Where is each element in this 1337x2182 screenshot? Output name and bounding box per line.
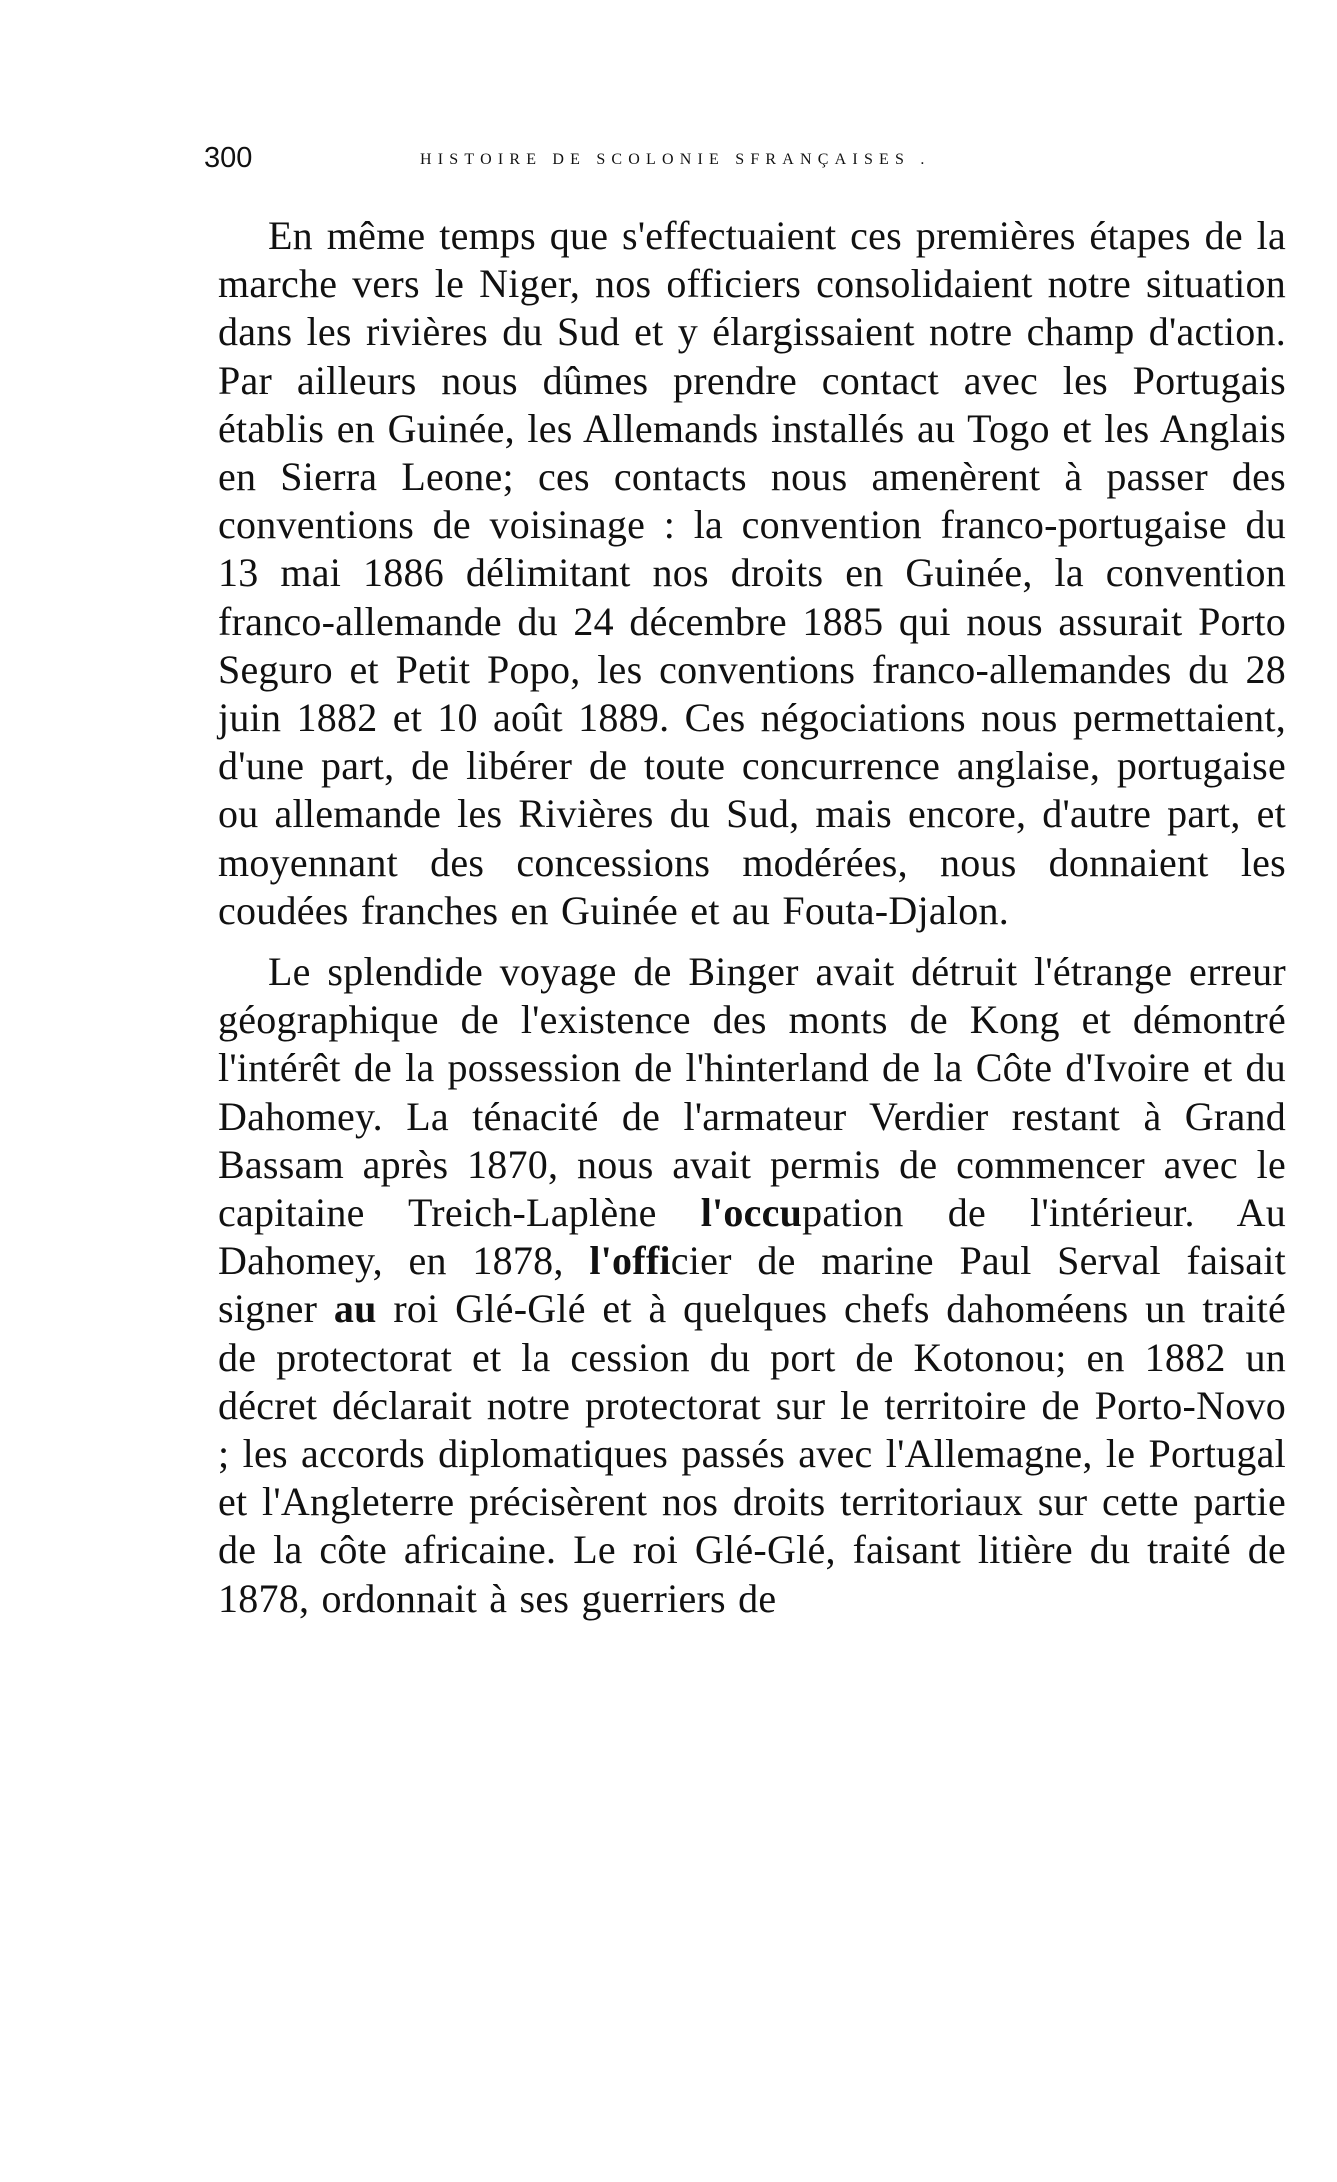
paragraph-2-bold-3: au bbox=[333, 1286, 377, 1332]
paragraph-2 bbox=[218, 948, 1286, 1623]
paragraph-2-part-4: roi Glé-Glé et à quelques chefs dahoméens un traité de protectorat et la cession du port de Kotonou; en 1882 un décret déclarait notre protectorat sur le territoire de Porto-Novo ; les accords diplomatiques passés avec l'Allemagne, le Portugal et l'Angleterre précisèrent nos droits territoriaux sur cette partie de la côte africaine. Le roi Glé-Glé, faisant litière du traité de 1878, ordonnait à ses guerriers de bbox=[218, 1286, 1286, 1621]
paragraph-1: En même temps que s'effectuaient ces premières étapes de la marche vers le Niger, nos officiers consolidaient notre situation dans les rivières du Sud et y élargissaient notre champ d'action. Par ailleurs nous dûmes prendre contact avec les Portugais établis en Guinée, les Allemands installés au Togo et les Anglais en Sierra Leone; ces contacts nous amenèrent à passer des conventions de voisinage : la convention franco-portugaise du 13 mai 1886 délimitant nos droits en Guinée, la convention franco-allemande du 24 décembre 1885 qui nous assurait Porto Seguro et Petit Popo, les conventions franco-allemandes du 28 juin 1882 et 10 août 1889. Ces négociations nous permettaient, d'une part, de libérer de toute concurrence anglaise, portugaise ou allemande les Rivières du Sud, mais encore, d'autre part, et moyennant des concessions modérées, nous donnaient les coudées franches en Guinée et au Fouta-Djalon. bbox=[218, 213, 1286, 933]
paragraph-2-part-1: Le splendide voyage de Binger avait détruit l'étrange erreur géographique de l'existence des monts de Kong et démontré l'intérêt de la possession de l'hinterland de la Côte d'Ivoire et du Dahomey. La ténacité de l'armateur Verdier restant à Grand Bassam après 1870, nous avait permis de commencer avec le capitaine Treich-Laplène bbox=[218, 949, 1286, 1236]
running-title: HISTOIRE DE SCOLONIE SFRANÇAISES . bbox=[420, 151, 931, 168]
paragraph-2-bold-2: l'offi bbox=[589, 1238, 671, 1284]
running-head bbox=[204, 140, 1284, 180]
paragraph-2-bold-1: l'occu bbox=[700, 1190, 803, 1236]
body-text bbox=[218, 212, 1286, 1623]
paragraph-2-part-2: pation de l'intérieur. Au Dahomey, en 1878, bbox=[218, 1190, 1286, 1284]
page-number: 300 bbox=[204, 142, 253, 174]
paragraph-2-part-3: cier de marine Paul Serval faisait signer bbox=[218, 1238, 1286, 1332]
